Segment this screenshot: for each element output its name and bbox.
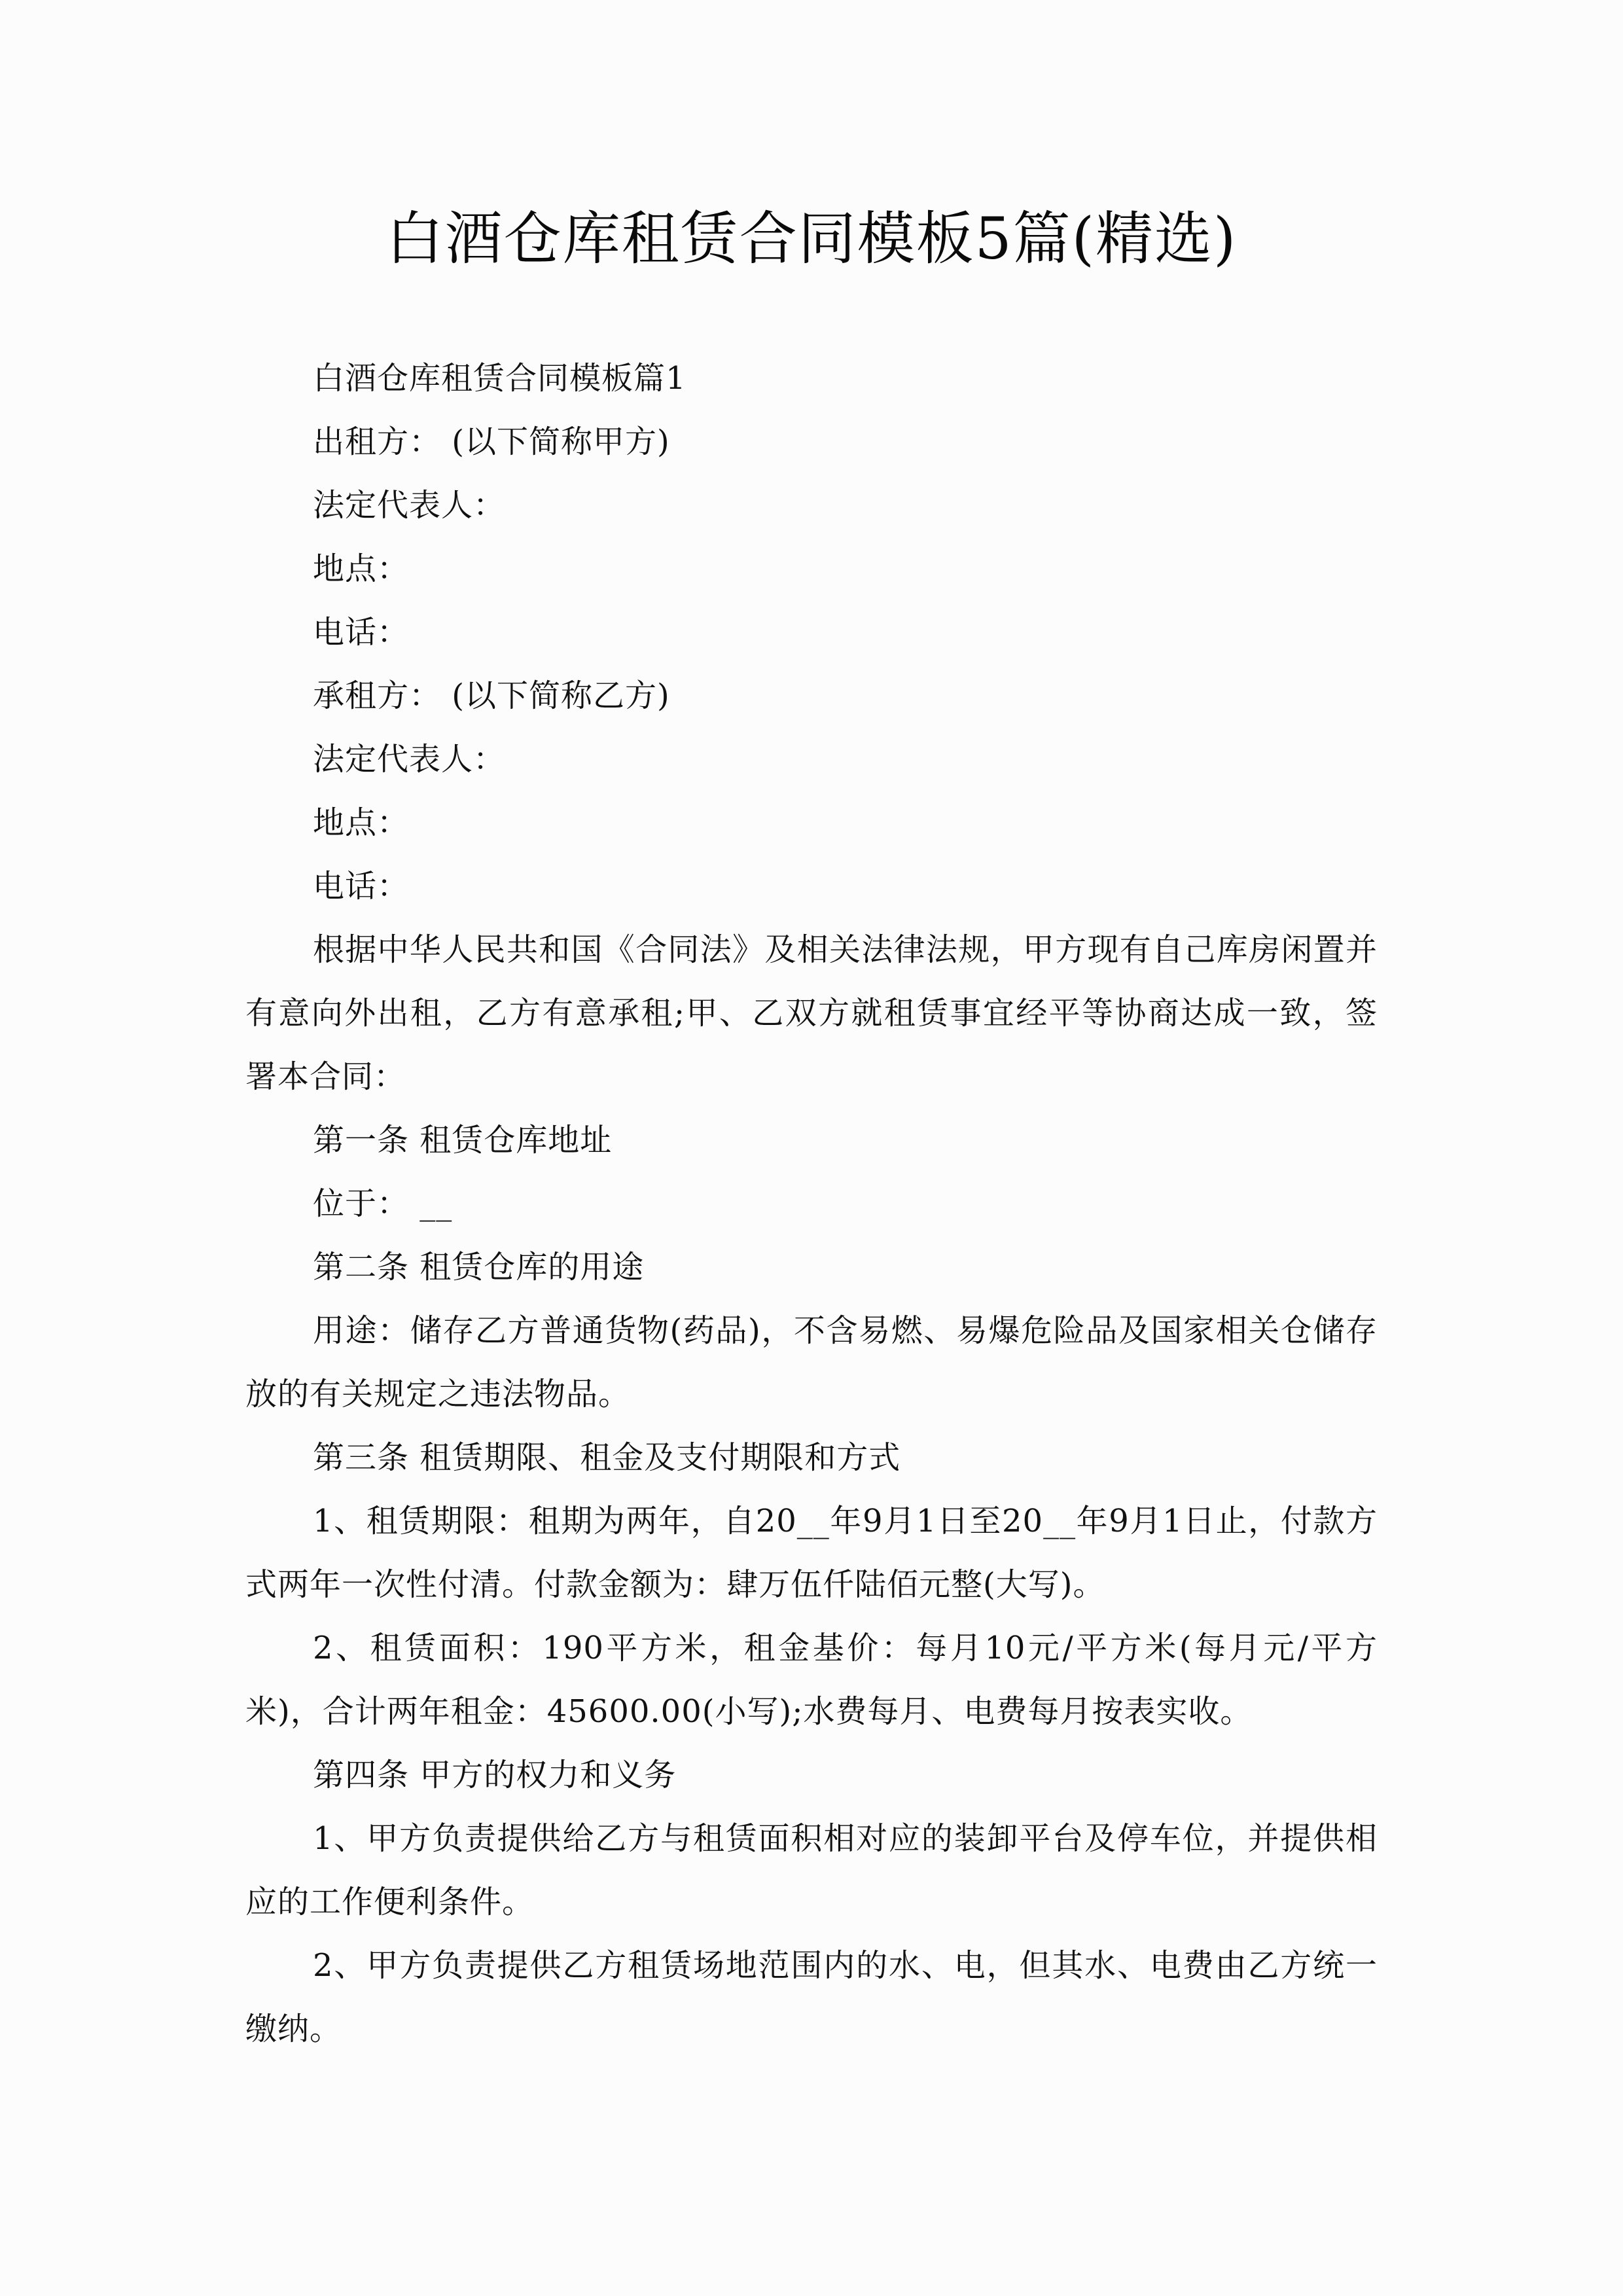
article-4-clause-1: 1、甲方负责提供给乙方与租赁面积相对应的装卸平台及停车位，并提供相应的工作便利条件。 — [245, 1820, 1378, 1920]
article-3-area-rent: 2、租赁面积：190平方米，租金基价：每月10元/平方米(每月元/平方米)，合计两年租金：45600.00(小写);水费每月、电费每月按表实收。 — [245, 1630, 1378, 1730]
lessor-address-field: 地点： — [313, 550, 410, 587]
article-3-term: 1、租赁期限：租期为两年，自20__年9月1日至20__年9月1日止，付款方式两年一次性付清。付款金额为：肆万伍仟陆佰元整(大写)。 — [245, 1503, 1378, 1603]
lessee-legal-rep-field: 法定代表人： — [313, 741, 506, 778]
section-heading: 白酒仓库租赁合同模板篇1 — [313, 360, 687, 397]
lessor-label: 出租方： (以下简称甲方) — [313, 423, 670, 460]
article-2-usage: 用途：储存乙方普通货物(药品)，不含易燃、易爆危险品及国家相关仓储存放的有关规定之违法物品。 — [245, 1312, 1378, 1412]
document-body — [245, 347, 1378, 2061]
lessee-address-field: 地点： — [313, 804, 410, 841]
article-3-heading: 第三条 租赁期限、租金及支付期限和方式 — [313, 1439, 901, 1476]
article-1-location: 位于： __ — [313, 1185, 453, 1222]
lessee-phone-field: 电话： — [313, 868, 410, 905]
article-1-heading: 第一条 租赁仓库地址 — [313, 1122, 613, 1158]
lessor-legal-rep-field: 法定代表人： — [313, 487, 506, 524]
article-2-heading: 第二条 租赁仓库的用途 — [313, 1249, 645, 1285]
article-4-clause-2: 2、甲方负责提供乙方租赁场地范围内的水、电，但其水、电费由乙方统一缴纳。 — [245, 1947, 1378, 2047]
lessee-label: 承租方： (以下简称乙方) — [313, 677, 670, 714]
lessor-phone-field: 电话： — [313, 614, 410, 651]
article-4-heading: 第四条 甲方的权力和义务 — [313, 1757, 677, 1793]
document-title: 白酒仓库租赁合同模板5篇(精选) — [385, 205, 1238, 272]
preamble-paragraph: 根据中华人民共和国《合同法》及相关法律法规，甲方现有自己库房闲置并有意向外出租，乙方有意承租;甲、乙双方就租赁事宜经平等协商达成一致，签署本合同： — [245, 931, 1378, 1095]
